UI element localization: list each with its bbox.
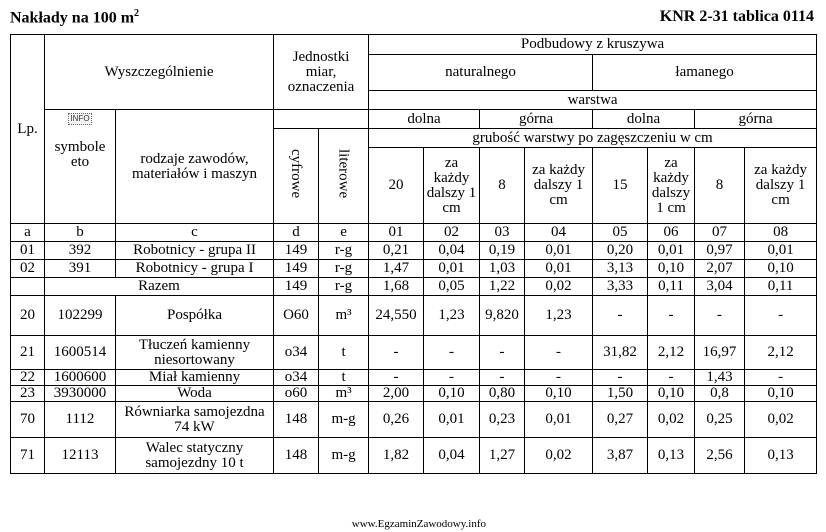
table-row — [11, 242, 817, 260]
row-value-07: 1,43 — [695, 370, 745, 386]
razem-value-03: 1,22 — [480, 278, 525, 296]
row-value-02: 0,10 — [424, 386, 480, 402]
header-warstwa: warstwa — [369, 91, 817, 110]
row-unit-code: o34 — [274, 336, 319, 370]
row-value-03: 0,80 — [480, 386, 525, 402]
table-norm-title: Nakłady na 100 $m^2$ — [10, 8, 140, 27]
table-catalog-reference: KNR 2-31 tablica 0114 — [659, 8, 814, 25]
header-dolna-naturalnego: dolna — [369, 110, 480, 129]
header-gorna-lamanego: górna — [695, 110, 817, 129]
row-lp: 02 — [11, 260, 45, 278]
row-value-05: 31,82 — [593, 336, 648, 370]
row-value-08: 0,01 — [745, 242, 817, 260]
row-value-07: 0,8 — [695, 386, 745, 402]
row-value-06: - — [648, 370, 695, 386]
table-row — [11, 386, 817, 402]
razem-value-04: 0,02 — [525, 278, 593, 296]
header-lp: Lp. — [11, 35, 45, 224]
row-value-06: 0,13 — [648, 438, 695, 474]
row-value-02: 0,01 — [424, 260, 480, 278]
razem-value-06: 0,11 — [648, 278, 695, 296]
header-cyfrowe: cyfrowe — [274, 129, 319, 224]
row-value-06: 2,12 — [648, 336, 695, 370]
row-value-02: - — [424, 370, 480, 386]
row-lp: 22 — [11, 370, 45, 386]
row-lp: 23 — [11, 386, 45, 402]
row-value-08: 0,10 — [745, 260, 817, 278]
row-unit-code: 148 — [274, 438, 319, 474]
row-unit-code: o60 — [274, 386, 319, 402]
row-value-07: 2,07 — [695, 260, 745, 278]
column-letter-06: 06 — [648, 224, 695, 242]
row-value-04: 0,01 — [525, 260, 593, 278]
header-thickness-1: 20 — [369, 148, 424, 224]
table-row — [11, 296, 817, 336]
table-row — [11, 336, 817, 370]
row-lp: 21 — [11, 336, 45, 370]
row-value-01: 1,47 — [369, 260, 424, 278]
row-value-03: - — [480, 336, 525, 370]
row-value-01: - — [369, 370, 424, 386]
row-lp: 01 — [11, 242, 45, 260]
row-unit-letter: m³ — [319, 386, 369, 402]
razem-value-05: 3,33 — [593, 278, 648, 296]
row-lp — [11, 278, 45, 296]
row-unit-letter: m-g — [319, 402, 369, 438]
row-name: Robotnicy - grupa II — [116, 242, 274, 260]
row-value-02: 0,04 — [424, 438, 480, 474]
row-unit-letter: t — [319, 370, 369, 386]
razem-value-07: 3,04 — [695, 278, 745, 296]
info-icon: INFO — [70, 114, 90, 123]
row-value-02: 0,04 — [424, 242, 480, 260]
column-letter-e: e — [319, 224, 369, 242]
row-value-08: 0,10 — [745, 386, 817, 402]
header-thickness-7: 8 — [695, 148, 745, 224]
column-letter-a: a — [11, 224, 45, 242]
row-value-04: - — [525, 336, 593, 370]
knr-cost-table — [10, 34, 817, 474]
row-value-02: 0,01 — [424, 402, 480, 438]
column-letter-03: 03 — [480, 224, 525, 242]
row-value-06: 0,10 — [648, 386, 695, 402]
row-value-05: - — [593, 370, 648, 386]
row-lp: 71 — [11, 438, 45, 474]
row-name: Woda — [116, 386, 274, 402]
row-symbol: 3930000 — [45, 386, 116, 402]
row-value-03: 0,19 — [480, 242, 525, 260]
header-jednostki: Jednostki miar, oznaczenia — [274, 35, 369, 110]
row-symbol: 12113 — [45, 438, 116, 474]
watermark: www.EgzaminZawodowy.info — [351, 518, 486, 530]
header-thickness-5: 15 — [593, 148, 648, 224]
header-thickness-8: za każdy dalszy 1 cm — [745, 148, 817, 224]
row-lp: 70 — [11, 402, 45, 438]
header-thickness-6: za każdy dalszy 1 cm — [648, 148, 695, 224]
row-value-07: 2,56 — [695, 438, 745, 474]
table-row — [11, 402, 817, 438]
row-value-07: - — [695, 296, 745, 336]
row-value-04: 0,10 — [525, 386, 593, 402]
row-value-06: - — [648, 296, 695, 336]
row-value-03: 0,23 — [480, 402, 525, 438]
row-unit-letter: m³ — [319, 296, 369, 336]
row-unit-letter: r-g — [319, 260, 369, 278]
row-value-01: 1,82 — [369, 438, 424, 474]
column-letter-08: 08 — [745, 224, 817, 242]
row-value-06: 0,01 — [648, 242, 695, 260]
row-value-04: 0,01 — [525, 402, 593, 438]
column-letter-07: 07 — [695, 224, 745, 242]
row-value-05: 0,27 — [593, 402, 648, 438]
header-thickness-3: 8 — [480, 148, 525, 224]
table-row — [11, 370, 817, 386]
row-value-01: 24,550 — [369, 296, 424, 336]
header-literowe: literowe — [319, 129, 369, 224]
table-row-razem — [11, 278, 817, 296]
row-value-06: 0,02 — [648, 402, 695, 438]
row-value-07: 0,97 — [695, 242, 745, 260]
row-value-04: 0,02 — [525, 438, 593, 474]
row-name: Tłuczeń kamienny niesortowany — [116, 336, 274, 370]
header-lamanego: łamanego — [593, 55, 817, 91]
row-value-05: 3,13 — [593, 260, 648, 278]
header-naturalnego: naturalnego — [369, 55, 593, 91]
table-row — [11, 260, 817, 278]
row-symbol: 392 — [45, 242, 116, 260]
row-value-01: 2,00 — [369, 386, 424, 402]
row-value-08: - — [745, 370, 817, 386]
row-value-07: 0,25 — [695, 402, 745, 438]
header-symbole: INFO symbole eto — [45, 110, 116, 224]
column-letter-c: c — [116, 224, 274, 242]
row-value-01: 0,26 — [369, 402, 424, 438]
row-value-04: 1,23 — [525, 296, 593, 336]
header-gorna-naturalnego: górna — [480, 110, 593, 129]
row-unit-code: O60 — [274, 296, 319, 336]
row-value-03: 1,27 — [480, 438, 525, 474]
row-value-01: 0,21 — [369, 242, 424, 260]
row-value-08: 0,13 — [745, 438, 817, 474]
row-value-03: 9,820 — [480, 296, 525, 336]
row-unit-letter: m-g — [319, 438, 369, 474]
column-letter-b: b — [45, 224, 116, 242]
header-wyszczegolnienie: Wyszczególnienie — [45, 35, 274, 110]
row-unit-code: 148 — [274, 402, 319, 438]
row-symbol: 1600600 — [45, 370, 116, 386]
header-rodzaje: rodzaje zawodów, materiałów i maszyn — [116, 110, 274, 224]
column-letter-04: 04 — [525, 224, 593, 242]
row-value-08: - — [745, 296, 817, 336]
razem-value-08: 0,11 — [745, 278, 817, 296]
row-unit-letter: r-g — [319, 242, 369, 260]
row-name: Równiarka samojezdna 74 kW — [116, 402, 274, 438]
row-symbol: 391 — [45, 260, 116, 278]
row-value-03: - — [480, 370, 525, 386]
table-row — [11, 438, 817, 474]
row-unit-letter: r-g — [319, 278, 369, 296]
header-grubosc: grubość warstwy po zagęszczeniu w cm — [369, 129, 817, 148]
row-value-05: 1,50 — [593, 386, 648, 402]
row-lp: 20 — [11, 296, 45, 336]
row-symbol: 1112 — [45, 402, 116, 438]
column-letter-05: 05 — [593, 224, 648, 242]
row-value-04: - — [525, 370, 593, 386]
row-symbol: 1600514 — [45, 336, 116, 370]
row-value-06: 0,10 — [648, 260, 695, 278]
header-thickness-4: za każdy dalszy 1 cm — [525, 148, 593, 224]
row-value-08: 2,12 — [745, 336, 817, 370]
razem-label: Razem — [45, 278, 274, 296]
row-unit-code: 149 — [274, 242, 319, 260]
row-name: Miał kamienny — [116, 370, 274, 386]
row-value-02: - — [424, 336, 480, 370]
column-letter-02: 02 — [424, 224, 480, 242]
row-unit-letter: t — [319, 336, 369, 370]
row-value-05: 0,20 — [593, 242, 648, 260]
row-value-03: 1,03 — [480, 260, 525, 278]
column-letter-d: d — [274, 224, 319, 242]
row-value-05: 3,87 — [593, 438, 648, 474]
row-symbol: 102299 — [45, 296, 116, 336]
row-name: Walec statyczny samojezdny 10 t — [116, 438, 274, 474]
header-jednostki-spacer — [274, 110, 369, 129]
header-dolna-lamanego: dolna — [593, 110, 695, 129]
header-podbudowy: Podbudowy z kruszywa — [369, 35, 817, 55]
row-value-01: - — [369, 336, 424, 370]
razem-value-02: 0,05 — [424, 278, 480, 296]
row-name: Pospółka — [116, 296, 274, 336]
row-unit-code: 149 — [274, 278, 319, 296]
razem-value-01: 1,68 — [369, 278, 424, 296]
row-value-04: 0,01 — [525, 242, 593, 260]
row-unit-code: 149 — [274, 260, 319, 278]
column-letter-01: 01 — [369, 224, 424, 242]
row-value-08: 0,02 — [745, 402, 817, 438]
row-value-07: 16,97 — [695, 336, 745, 370]
row-value-02: 1,23 — [424, 296, 480, 336]
row-unit-code: o34 — [274, 370, 319, 386]
row-value-05: - — [593, 296, 648, 336]
row-name: Robotnicy - grupa I — [116, 260, 274, 278]
header-thickness-2: za każdy dalszy 1 cm — [424, 148, 480, 224]
